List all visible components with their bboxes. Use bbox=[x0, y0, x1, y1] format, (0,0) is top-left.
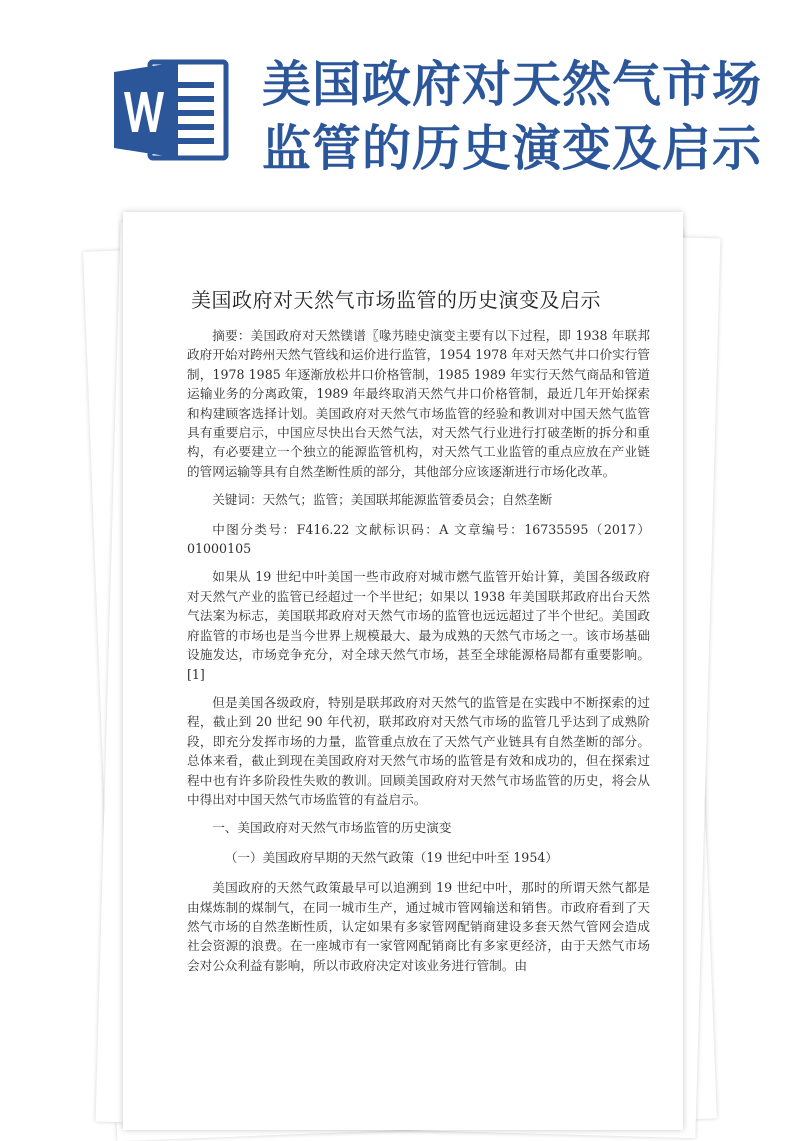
document-body bbox=[187, 326, 650, 984]
header-title bbox=[262, 52, 782, 180]
abstract-paragraph: 摘要：美国政府对天然镤谱〖喙艿睦史演变主要有以下过程，即 1938 年联邦政府开始对跨州天然气管线和运价进行监管，1954 1978 年对天然气井口价实行管制，1978 1985 年逐渐放松井口价格管制，1985 1989 年实行天然气商品和管道运输业务的分离政策，1989 年最终取消天然气井口价格管制，最近几年开始探索和构建顾客选择计划。美国政府对天然气市场监管的经验和教训对中国天然气监管具有重要启示，中国应尽快出台天然气法，对天然气行业进行打破垄断的拆分和重构，有必要建立一个独立的能源监管机构，对天然气工业监管的重点应放在产业链的管网运输等具有自然垄断性质的部分，其他部分应该逐渐进行市场化改革。 bbox=[187, 328, 650, 479]
body-paragraph: 但是美国各级政府，特别是联邦政府对天然气的监管是在实践中不断探索的过程，截止到 20 世纪 90 年代初，联邦政府对天然气市场的监管几乎达到了成熟阶段，即充分发挥市场的力量，监管重点放在了天然气产业链具有自然垄断的部分。总体来看，截止到现在美国政府对天然气市场的监管是有效和成功的，但在探索过程中也有许多阶段性失败的教训。回顾美国政府对天然气市场监管的历史，将会从中得出对中国天然气市场监管的有益启示。 bbox=[187, 694, 650, 807]
word-document-icon bbox=[112, 58, 230, 162]
body-paragraph: 美国政府的天然气政策最早可以追溯到 19 世纪中叶，那时的所谓天然气都是由煤炼制的煤制气，在同一城市生产，通过城市管网输送和销售。市政府看到了天然气市场的自然垄断性质，认定如果有多家管网配销商建设多套天然气管网会造成社会资源的浪费。在一座城市有一家管网配销商比有多家更经济，由于天然气市场会对公众利益有影响，所以市政府决定对该业务进行管制。由 bbox=[187, 880, 650, 973]
document-title: 美国政府对天然气市场监管的历史演变及启示 bbox=[191, 288, 601, 312]
section-heading: 一、美国政府对天然气市场监管的历史演变 bbox=[212, 820, 452, 836]
subsection-heading: （一）美国政府早期的天然气政策（19 世纪中叶至 1954） bbox=[224, 849, 558, 865]
header-banner bbox=[0, 0, 800, 200]
header-title-line1: 美国政府对天然气市场 bbox=[262, 55, 763, 113]
keywords-line: 关键词：天然气；监管；美国联邦能源监管委员会；自然垄断 bbox=[212, 492, 553, 508]
header-title-line2: 监管的历史演变及启示 bbox=[262, 119, 763, 177]
classification-line: 中图分类号：F416.22 文献标识码：A 文章编号：16735595（2017）01000105 bbox=[187, 521, 650, 557]
body-paragraph: 如果从 19 世纪中叶美国一些市政府对城市燃气监管开始计算，美国各级政府对天然气产业的监管已经超过一个半世纪；如果以 1938 年美国联邦政府出台天然气法案为标志，美国联邦政府对天然气市场的监管也远远超过了半个世纪。美国政府监管的市场也是当今世界上规模最大、最为成熟的天然气市场之一。该市场基础设施发达，市场竞争充分，对全球天然气市场，甚至全球能源格局都有重要影响。[1] bbox=[187, 569, 650, 682]
